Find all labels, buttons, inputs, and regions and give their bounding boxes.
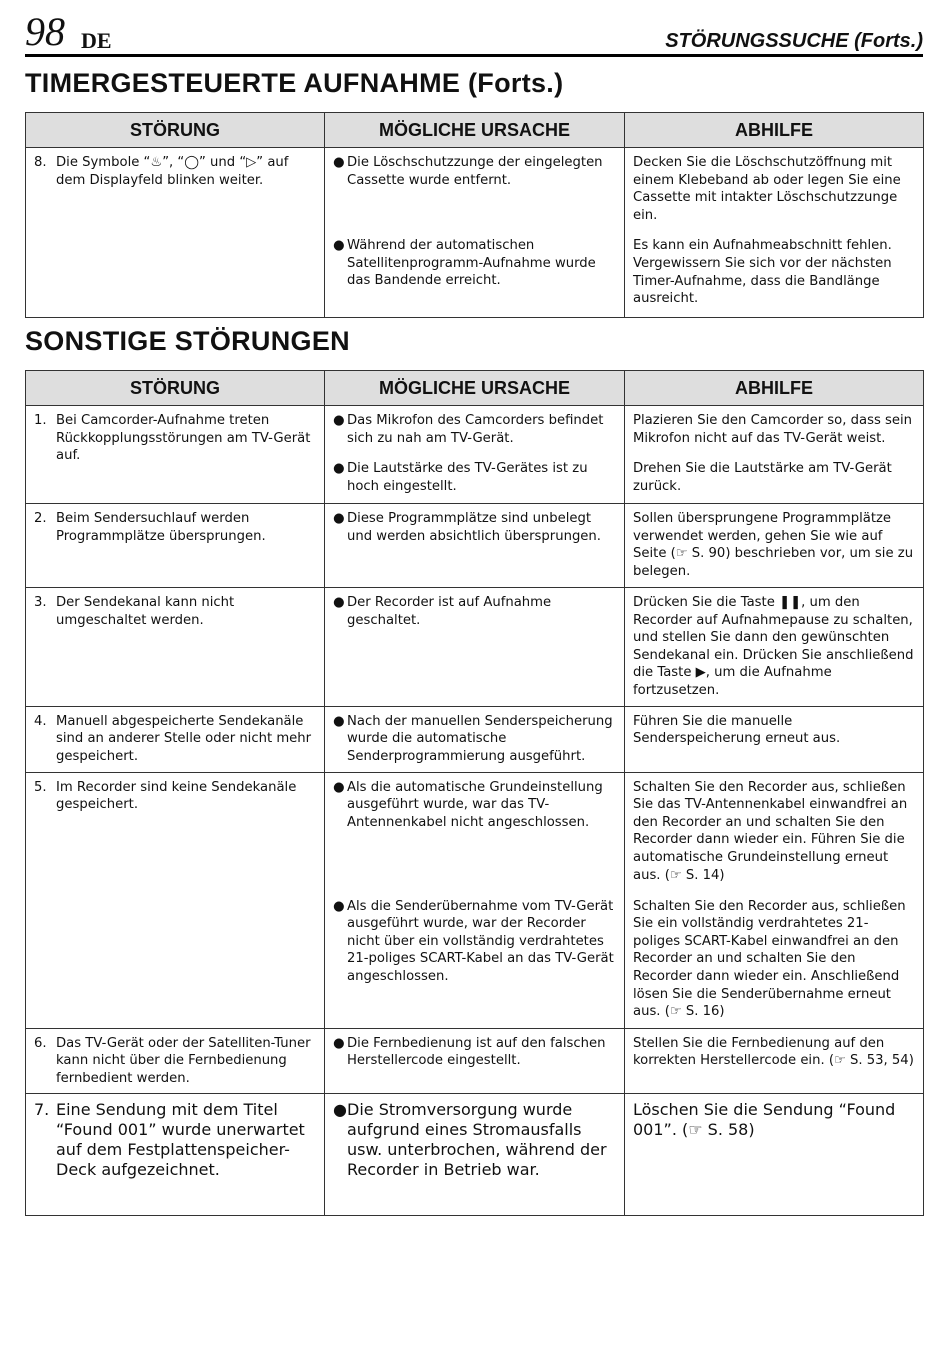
col-header-problem: STÖRUNG: [26, 113, 325, 148]
cause-cell: [325, 588, 625, 707]
running-title: STÖRUNGSSUCHE (Forts.): [665, 30, 923, 52]
table-header-row: [26, 371, 924, 406]
cause-cell: [325, 1028, 625, 1094]
table-timer-recording: [25, 112, 924, 318]
remedy-item: Schalten Sie den Recorder aus, schließen Sie ein vollständig verdrahtetes 21-poliges SCART-Kabel einwandfrei an den Recorder an und schalten Sie den Recorder dann wieder ein. Anschließend lösen Sie die Senderübernahme erneut aus. (☞ S. 16): [633, 898, 906, 1020]
row-number: 4.: [34, 713, 47, 729]
problem-text: [34, 154, 316, 189]
remedy-item: Plazieren Sie den Camcorder so, dass sein Mikrofon nicht auf das TV-Gerät weist.: [633, 413, 913, 446]
remedy-cell: [625, 588, 924, 707]
problem-cell: [26, 588, 325, 707]
problem-description: Im Recorder sind keine Sendekanäle gespeichert.: [56, 779, 297, 813]
problem-description: Das TV-Gerät oder der Satelliten-Tuner kann nicht über die Fernbedienung fernbedient werden.: [56, 1035, 311, 1086]
problem-text: [34, 510, 316, 545]
table-other-problems: [25, 370, 924, 1216]
cause-text: Die Fernbedienung ist auf den falschen Herstellercode eingestellt.: [347, 1035, 606, 1069]
cause-item: [333, 779, 616, 885]
row-number: 2.: [34, 511, 47, 526]
remedy-item: Es kann ein Aufnahmeabschnitt fehlen. Vergewissern Sie sich vor der nächsten Timer-Aufnahme, dass die Bandlänge ausreicht.: [633, 238, 892, 307]
remedy-item: Führen Sie die manuelle Senderspeicherung erneut aus.: [633, 713, 841, 747]
cause-text: Nach der manuellen Senderspeicherung wurde die automatische Senderprogrammierung ausgeführt.: [347, 713, 613, 764]
cause-cell: [325, 406, 625, 504]
remedy-item: Drehen Sie die Lautstärke am TV-Gerät zurück.: [633, 461, 892, 494]
bullet: ●: [333, 155, 345, 170]
language-code: DE: [81, 28, 112, 53]
bullet: ●: [333, 413, 345, 428]
row-number: 1.: [34, 413, 47, 428]
table-row: [26, 1094, 924, 1216]
cause-cell: [325, 504, 625, 588]
problem-text: [34, 412, 316, 465]
cause-item: [333, 237, 616, 290]
problem-description: Der Sendekanal kann nicht umgeschaltet werden.: [56, 595, 235, 628]
row-number: 3.: [34, 595, 47, 610]
problem-cell: [26, 148, 325, 318]
section-title-other: SONSTIGE STÖRUNGEN: [25, 326, 350, 356]
problem-cell: [26, 406, 325, 504]
cause-text: Die Lautstärke des TV-Gerätes ist zu hoch eingestellt.: [347, 461, 588, 494]
table-row: [26, 406, 924, 504]
bullet: ●: [333, 898, 345, 914]
bullet: ●: [333, 461, 345, 477]
cause-cell: [325, 706, 625, 772]
page-number: 98: [25, 9, 65, 54]
cause-item: [333, 460, 616, 495]
problem-description: Eine Sendung mit dem Titel “Found 001” wurde unerwartet auf dem Festplattenspeicher-Deck aufgezeichnet.: [56, 1100, 305, 1180]
remedy-item: Drücken Sie die Taste ❚❚, um den Recorder auf Aufnahmepause zu schalten, und stellen Sie dann den gewünschten Sendekanal ein. Drücken Sie anschließend die Taste ▶, um die Aufnahme fortzusetzen.: [633, 595, 914, 698]
cause-text: Als die automatische Grundeinstellung ausgeführt wurde, war das TV-Antennenkabel nicht angeschlossen.: [347, 779, 603, 830]
cause-item: [333, 1035, 616, 1070]
table-header-row: [26, 113, 924, 148]
remedy-cell: [625, 1028, 924, 1094]
cause-item: [333, 154, 616, 224]
cause-text: Diese Programmplätze sind unbelegt und werden absichtlich übersprungen.: [347, 511, 601, 544]
problem-cell: [26, 504, 325, 588]
bullet: ●: [333, 511, 345, 526]
remedy-cell: [625, 772, 924, 1028]
remedy-item: Stellen Sie die Fernbedienung auf den korrekten Herstellercode ein. (☞ S. 53, 54): [633, 1035, 914, 1069]
cause-cell: [325, 148, 625, 318]
cause-item: [333, 594, 616, 629]
col-header-problem: STÖRUNG: [26, 371, 325, 406]
cause-text: Die Löschschutzzunge der eingelegten Cassette wurde entfernt.: [347, 155, 603, 188]
row-number: 7.: [34, 1100, 50, 1120]
table-row: [26, 148, 924, 318]
remedy-item: Schalten Sie den Recorder aus, schließen Sie das TV-Antennenkabel einwandfrei an den Recorder an und schalten Sie den Recorder dann wieder ein. Führen Sie die automatische Grundeinstellung erneut aus. (☞ S. 14): [633, 779, 908, 883]
bullet: ●: [333, 1100, 347, 1120]
row-number: 8.: [34, 155, 47, 170]
cause-text: Als die Senderübernahme vom TV-Gerät ausgeführt wurde, war der Recorder nicht über ein vollständig verdrahtetes 21-poliges SCART-Kabel an das TV-Gerät angeschlossen.: [347, 898, 614, 984]
col-header-remedy: ABHILFE: [625, 371, 924, 406]
row-number: 5.: [34, 779, 47, 795]
cause-item: [333, 1100, 616, 1180]
bullet: ●: [333, 779, 345, 795]
bullet: ●: [333, 238, 345, 253]
remedy-item: Sollen übersprungene Programmplätze verwendet werden, gehen Sie wie auf Seite (☞ S. 90) beschrieben vor, um sie zu belegen.: [633, 511, 914, 579]
table-row: [26, 588, 924, 707]
table-row: [26, 706, 924, 772]
cause-cell: [325, 1094, 625, 1216]
problem-description: Bei Camcorder-Aufnahme treten Rückkopplungsstörungen am TV-Gerät auf.: [56, 413, 311, 464]
row-number: 6.: [34, 1035, 47, 1051]
cause-item: [333, 510, 616, 545]
remedy-cell: [625, 706, 924, 772]
remedy-item: Decken Sie die Löschschutzöffnung mit einem Klebeband ab oder legen Sie eine Cassette mit intakter Löschschutzzunge ein.: [633, 155, 901, 223]
problem-cell: [26, 706, 325, 772]
problem-cell: [26, 772, 325, 1028]
cause-text: Das Mikrofon des Camcorders befindet sich zu nah am TV-Gerät.: [347, 413, 604, 446]
cause-item: [333, 713, 616, 766]
problem-cell: [26, 1094, 325, 1216]
problem-cell: [26, 1028, 325, 1094]
problem-text: [34, 779, 316, 814]
problem-description: Die Symbole “♨”, “◯” und “▷” auf dem Displayfeld blinken weiter.: [56, 155, 289, 188]
cause-item: [333, 412, 616, 447]
cause-item: [333, 898, 616, 986]
cause-text: Der Recorder ist auf Aufnahme geschaltet.: [347, 595, 552, 628]
page-header: [25, 8, 923, 57]
problem-text: [34, 1100, 316, 1180]
problem-text: [34, 713, 316, 766]
col-header-remedy: ABHILFE: [625, 113, 924, 148]
remedy-item: Löschen Sie die Sendung “Found 001”. (☞ S. 58): [633, 1100, 896, 1140]
cause-text: Während der automatischen Satellitenprogramm-Aufnahme wurde das Bandende erreicht.: [347, 238, 596, 289]
problem-text: [34, 594, 316, 629]
problem-description: Beim Sendersuchlauf werden Programmplätze übersprungen.: [56, 511, 266, 544]
cause-text: Die Stromversorgung wurde aufgrund eines Stromausfalls usw. unterbrochen, während der Recorder in Betrieb war.: [347, 1100, 607, 1180]
remedy-cell: [625, 504, 924, 588]
section-title-timer: TIMERGESTEUERTE AUFNAHME (Forts.): [25, 68, 564, 98]
remedy-cell: [625, 1094, 924, 1216]
remedy-cell: [625, 148, 924, 318]
problem-text: [34, 1035, 316, 1088]
table-row: [26, 772, 924, 1028]
bullet: ●: [333, 713, 345, 729]
bullet: ●: [333, 1035, 345, 1051]
bullet: ●: [333, 595, 345, 610]
problem-description: Manuell abgespeicherte Sendekanäle sind an anderer Stelle oder nicht mehr gespeichert.: [56, 713, 312, 764]
col-header-cause: MÖGLICHE URSACHE: [325, 113, 625, 148]
remedy-cell: [625, 406, 924, 504]
cause-cell: [325, 772, 625, 1028]
col-header-cause: MÖGLICHE URSACHE: [325, 371, 625, 406]
table-row: [26, 1028, 924, 1094]
table-row: [26, 504, 924, 588]
